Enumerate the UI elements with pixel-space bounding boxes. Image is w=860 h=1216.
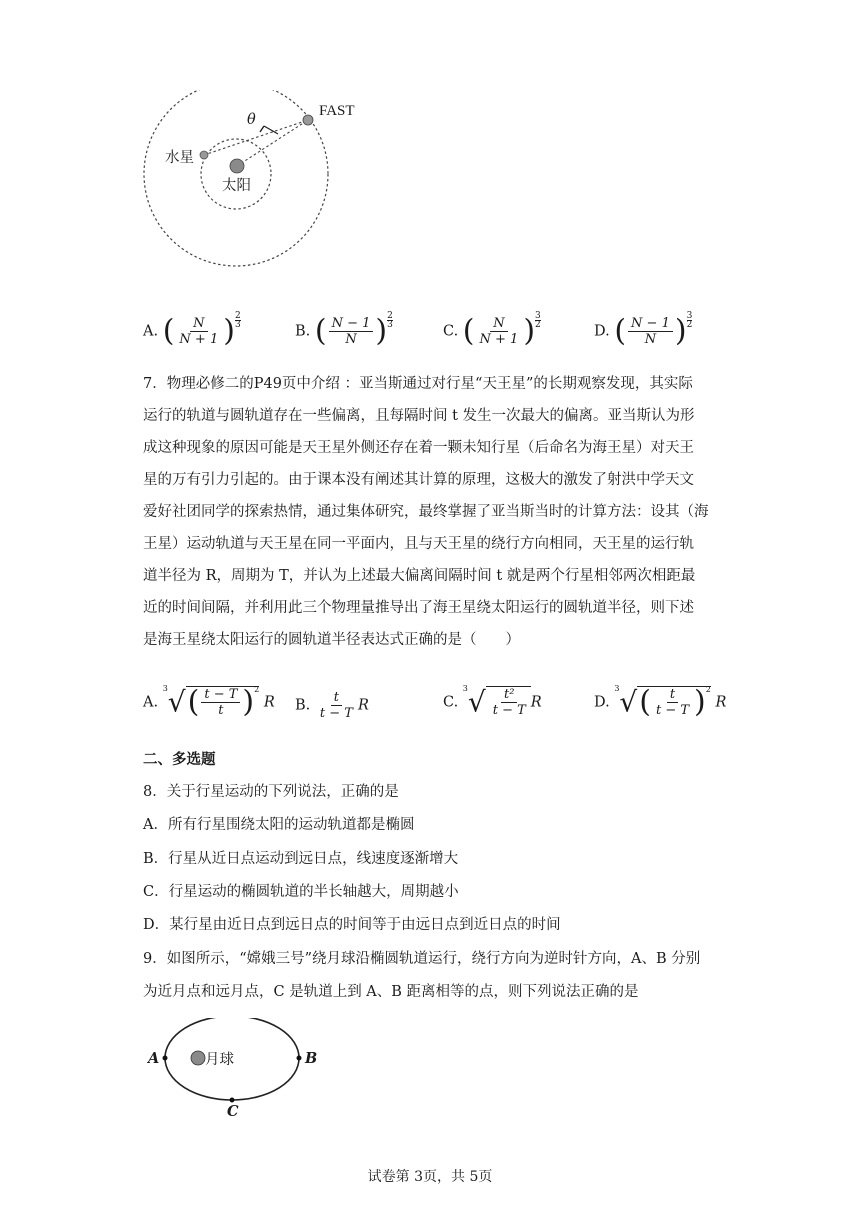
point-b-label: B bbox=[305, 1050, 318, 1067]
question-9-stem-line2: 为近月点和远月点，C 是轨道上到 A、B 距离相等的点，则下列说法正确的是 bbox=[143, 984, 639, 1000]
fast-dot bbox=[303, 115, 313, 125]
theta-label: θ bbox=[247, 112, 256, 128]
exponent: $\frac{2}{3}$ bbox=[387, 311, 393, 330]
question-7-stem: 7．物理必修二的P49页中介绍 ：亚当斯通过对行星“天王星”的长期观察发现，其实际 运行的轨道与圆轨道存在一些偏离，且每隔时间 t 发生一次最大的偏离。亚当斯认为形 成这种现象的原因可能是天王星外侧还存在着一颗未知行星（后命名为海王星）对天王 星的万有引力引起的。由于课本没有阐述其计算的原理，这极大的激发了射洪中学天文 爱好社团同学的探索热情，通过集体研究，最终掌握了亚当斯当时的计算方法：设其（海 王星）运动轨道与天王星在同一平面内，且与天王星的绕行方向相同，天王星的运行轨 道半径为 R，周期为 T，并认为上述最大偏离间隔时间 t 就是两个行星相邻两次相距最 近的时间间隔，并利用此三个物理量推导出了海王星绕太阳运行的圆轨道半径，则下述 是海王星绕太阳运行的圆轨道半径表达式正确的是（ ） bbox=[143, 376, 709, 648]
fraction: $\frac{N - 1}{N}$ bbox=[329, 316, 374, 347]
fraction: $\frac{t}{t - T}$ bbox=[319, 690, 353, 721]
q7-option-a[interactable]: A. $^3$√( $\frac{t - T}{t}$ )$^2$ R bbox=[143, 684, 275, 720]
page-footer: 试卷第 3页，共 5页 bbox=[367, 1169, 493, 1185]
mercury-fast-line bbox=[204, 120, 308, 155]
point-c-label: C bbox=[227, 1103, 239, 1120]
point-a-dot bbox=[163, 1056, 168, 1061]
q6-option-c[interactable]: C. ( $\frac{N}{N + 1}$ ) $\frac{3}{2}$ bbox=[443, 311, 541, 349]
mercury-dot bbox=[200, 151, 208, 159]
q6-option-b[interactable]: B. ( $\frac{N - 1}{N}$ ) $\frac{2}{3}$ bbox=[295, 311, 393, 349]
sun-dot bbox=[230, 159, 244, 173]
exponent: $\frac{2}{3}$ bbox=[234, 311, 241, 330]
inner-orbit bbox=[201, 139, 271, 209]
moon-label: 月球 bbox=[205, 1052, 234, 1068]
exponent: $\frac{3}{2}$ bbox=[535, 311, 541, 330]
q7-option-c[interactable]: C. $^3$√ $\frac{\text{t²}}{t - T}$ R bbox=[443, 684, 542, 719]
question-8-stem: 8．关于行星运动的下列说法，正确的是 bbox=[143, 784, 399, 800]
q6-option-a[interactable]: A. ( $\frac{N}{N + 1}$ ) $\frac{2}{3}$ bbox=[143, 311, 241, 349]
q8-option-c[interactable]: C．行星运动的椭圆轨道的半长轴越大，周期越小 bbox=[143, 884, 459, 900]
q7-option-b[interactable]: B. $\frac{t}{t - T}$ R bbox=[295, 690, 369, 721]
q6-option-d[interactable]: D. ( $\frac{N - 1}{N}$ ) $\frac{3}{2}$ bbox=[594, 311, 693, 349]
q8-option-d[interactable]: D．某行星由近日点到远日点的时间等于由远日点到近日点的时间 bbox=[143, 917, 561, 933]
q8-option-a[interactable]: A．所有行星围绕太阳的运动轨道都是椭圆 bbox=[143, 817, 415, 833]
point-a-label: A bbox=[148, 1050, 160, 1067]
moon-orbit-figure bbox=[160, 1018, 310, 1108]
point-b-dot bbox=[297, 1056, 302, 1061]
q7-option-d[interactable]: D. $^3$√( $\frac{t}{t - T}$ )$^2$ R bbox=[594, 684, 727, 720]
exponent: $\frac{3}{2}$ bbox=[686, 311, 693, 330]
fast-label: FAST bbox=[319, 103, 355, 119]
q8-option-b[interactable]: B．行星从近日点运动到远日点，线速度逐渐增大 bbox=[143, 851, 459, 867]
question-9-stem-line1: 9．如图所示，“嫦娥三号”绕月球沿椭圆轨道运行，绕行方向为逆时针方向，A、B 分别 bbox=[143, 951, 701, 967]
mercury-label: 水星 bbox=[165, 150, 194, 166]
moon-dot bbox=[191, 1051, 205, 1065]
angle-arc bbox=[260, 126, 264, 132]
fraction: $\frac{N - 1}{N}$ bbox=[628, 316, 673, 347]
fraction: $\frac{N}{N + 1}$ bbox=[479, 316, 519, 347]
fraction: $\frac{N}{N + 1}$ bbox=[179, 316, 219, 347]
section-heading: 二、多选题 bbox=[143, 751, 216, 768]
sun-label: 太阳 bbox=[222, 178, 251, 194]
